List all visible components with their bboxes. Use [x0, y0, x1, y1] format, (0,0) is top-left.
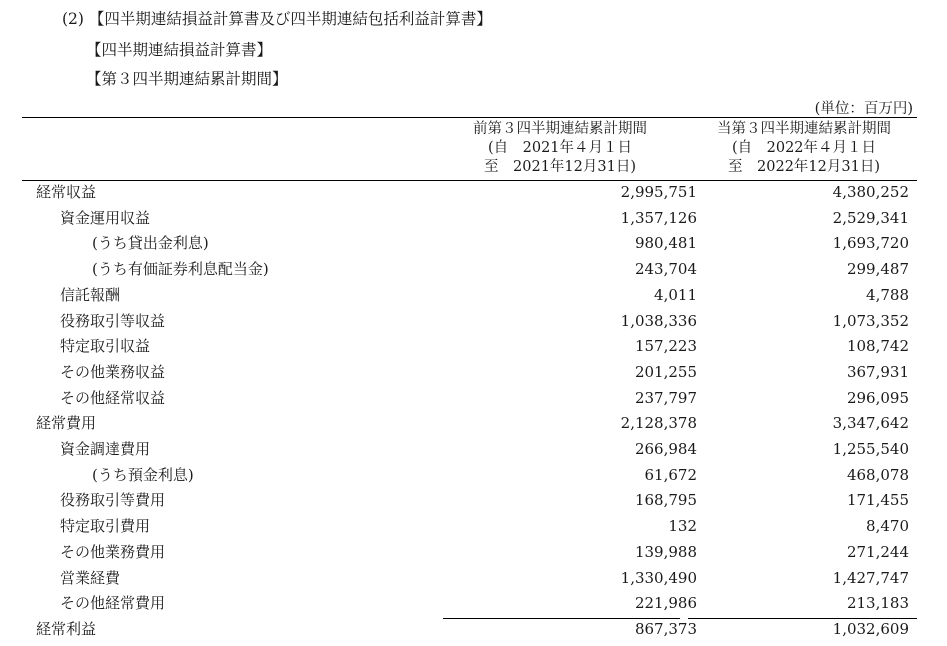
table-row: [22, 463, 917, 489]
row-label: 資金調達費用: [60, 440, 151, 458]
curr-period-value: 296,095: [846, 388, 909, 407]
row-label: 経常費用: [36, 414, 97, 433]
curr-period-value: 271,244: [846, 542, 909, 561]
curr-period-value: 4,380,252: [832, 183, 909, 201]
column-header-curr-to: 至 2022年12月31日): [728, 159, 880, 175]
prev-period-value: 243,704: [634, 260, 697, 279]
row-label: (うち預金利息): [92, 465, 194, 484]
statement-title: 【四半期連結損益計算書】: [86, 41, 273, 59]
section-heading: (2) 【四半期連結損益計算書及び四半期連結包括利益計算書】: [62, 10, 492, 28]
table-row: [22, 617, 917, 643]
curr-period-value: 4,788: [866, 285, 909, 304]
prev-period-value: 132: [668, 517, 697, 536]
table-row: [22, 206, 917, 232]
column-header-prev-title: 前第３四半期連結累計期間: [473, 121, 647, 137]
row-label: 経常利益: [36, 619, 97, 638]
total-rule-curr: [688, 618, 917, 619]
row-label: (うち貸出金利息): [92, 234, 209, 253]
table-row: [22, 591, 917, 617]
curr-period-value: 367,931: [846, 362, 909, 381]
column-header-curr: [684, 120, 924, 177]
prev-period-value: 139,988: [634, 542, 697, 561]
unit-label: (単位：百万円): [814, 101, 913, 117]
row-label: 資金運用収益: [60, 208, 151, 227]
prev-period-value: 157,223: [634, 337, 697, 356]
table-row: [22, 360, 917, 386]
curr-period-value: 1,032,609: [832, 619, 909, 638]
prev-period-value: 867,373: [634, 619, 697, 638]
prev-period-value: 4,011: [654, 285, 697, 304]
table-row: [22, 334, 917, 360]
row-label: その他業務収益: [60, 362, 166, 381]
total-rule-prev: [443, 618, 680, 619]
prev-period-value: 201,255: [634, 362, 697, 381]
row-label: その他業務費用: [60, 542, 166, 561]
prev-period-value: 237,797: [634, 388, 697, 407]
curr-period-value: 1,073,352: [832, 311, 909, 330]
prev-period-value: 2,128,378: [620, 414, 697, 433]
table-row: [22, 386, 917, 412]
table-row: [22, 231, 917, 257]
row-label: 営業経費: [60, 568, 121, 587]
table-row: [22, 514, 917, 540]
table-top-rule: [22, 117, 917, 118]
period-title: 【第３四半期連結累計期間】: [86, 70, 288, 88]
column-header-prev: [440, 120, 680, 177]
curr-period-value: 108,742: [846, 337, 909, 356]
row-label: その他経常収益: [60, 388, 166, 407]
column-header-prev-from: (自 2021年４月１日: [487, 140, 633, 156]
curr-period-value: 171,455: [846, 491, 909, 510]
curr-period-value: 2,529,341: [832, 208, 909, 227]
column-header-prev-to: 至 2021年12月31日): [484, 159, 636, 175]
prev-period-value: 1,330,490: [620, 568, 697, 587]
prev-period-value: 61,672: [644, 465, 697, 484]
row-label: 特定取引費用: [60, 517, 151, 536]
curr-period-value: 1,693,720: [832, 234, 909, 253]
table-row: [22, 540, 917, 566]
prev-period-value: 1,357,126: [620, 208, 697, 227]
table-row: [22, 309, 917, 335]
table-row: [22, 257, 917, 283]
prev-period-value: 2,995,751: [620, 183, 697, 201]
curr-period-value: 1,427,747: [832, 568, 909, 587]
row-label: 役務取引等収益: [60, 311, 166, 330]
curr-period-value: 3,347,642: [832, 414, 909, 433]
table-row: [22, 488, 917, 514]
prev-period-value: 1,038,336: [620, 311, 697, 330]
row-label: 信託報酬: [60, 285, 121, 304]
table-row: [22, 437, 917, 463]
prev-period-value: 266,984: [634, 440, 697, 458]
table-row: [22, 283, 917, 309]
row-label: 特定取引収益: [60, 337, 151, 356]
row-label: 経常収益: [36, 183, 97, 201]
column-header-curr-from: (自 2022年４月１日: [731, 140, 877, 156]
row-label: その他経常費用: [60, 594, 166, 613]
prev-period-value: 221,986: [634, 594, 697, 613]
curr-period-value: 1,255,540: [832, 440, 909, 458]
column-header-curr-title: 当第３四半期連結累計期間: [717, 121, 891, 137]
table-row: [22, 411, 917, 437]
table-row: [22, 566, 917, 592]
row-label: 役務取引等費用: [60, 491, 166, 510]
curr-period-value: 468,078: [846, 465, 909, 484]
curr-period-value: 299,487: [846, 260, 909, 279]
row-label: (うち有価証券利息配当金): [92, 260, 269, 279]
prev-period-value: 980,481: [634, 234, 697, 253]
prev-period-value: 168,795: [634, 491, 697, 510]
curr-period-value: 213,183: [846, 594, 909, 613]
table-row: [22, 180, 917, 206]
curr-period-value: 8,470: [866, 517, 909, 536]
